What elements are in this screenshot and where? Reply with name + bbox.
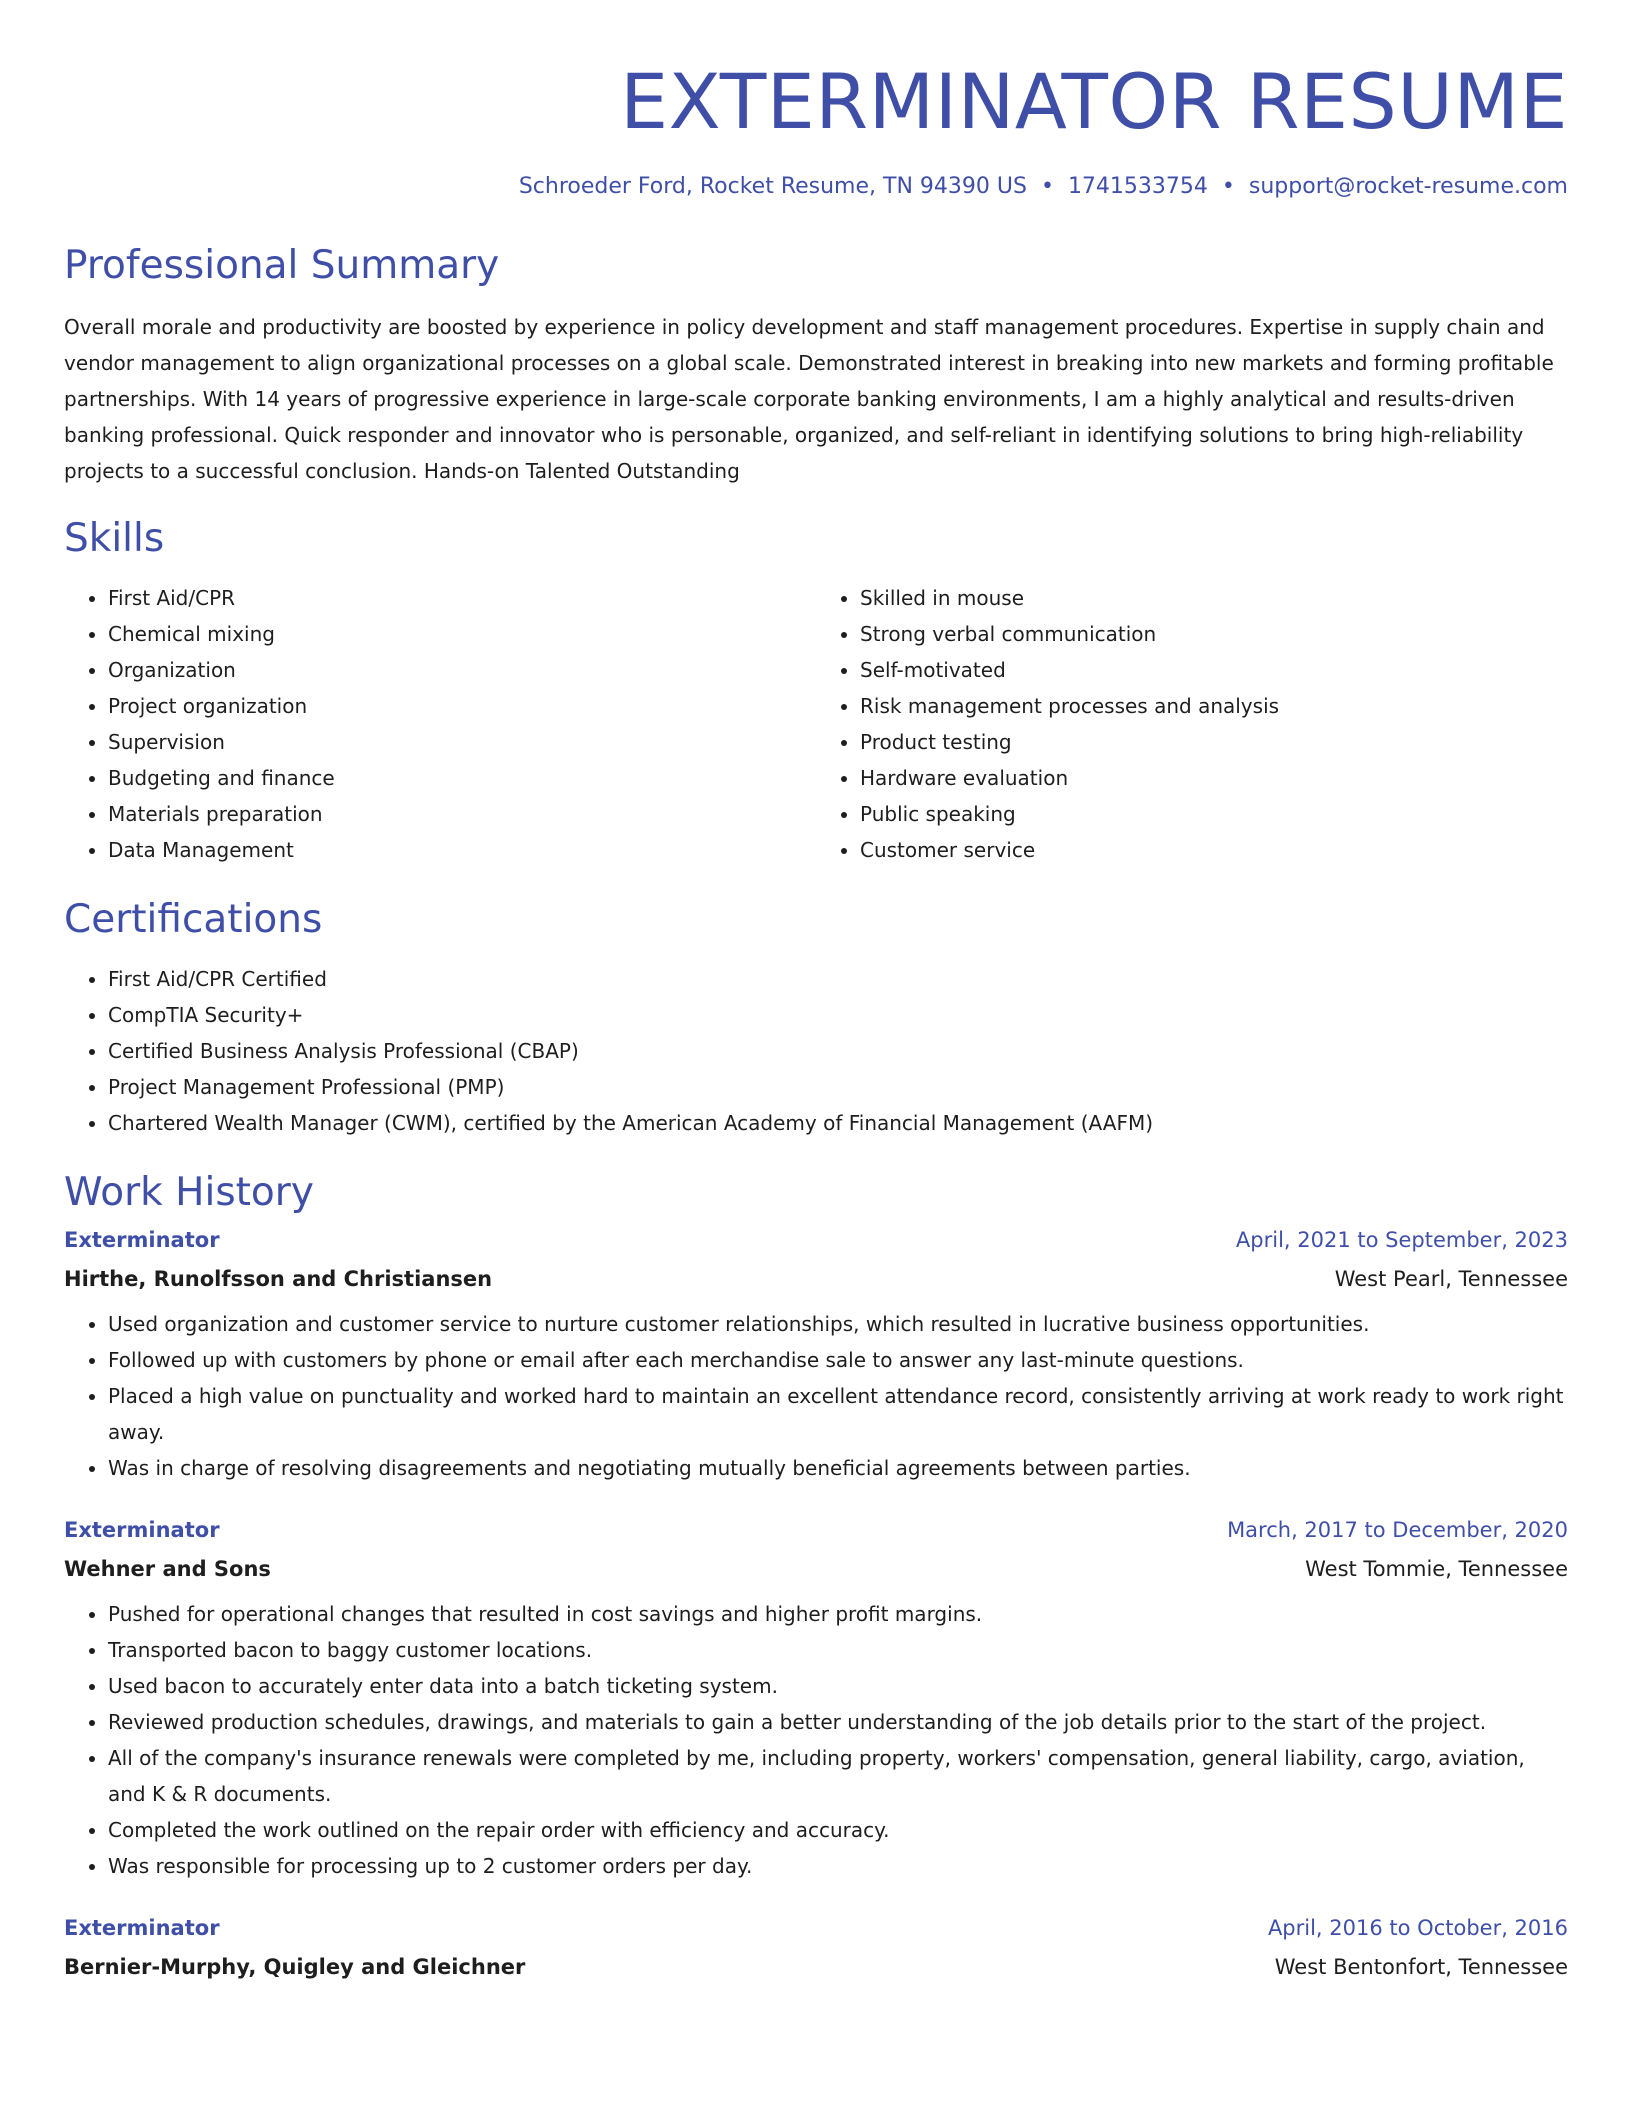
job-company: Bernier-Murphy, Quigley and Gleichner xyxy=(64,1955,526,1979)
skill-item: • Strong verbal communication xyxy=(860,616,1568,652)
skills-list-right xyxy=(816,580,1568,868)
skill-item: • Public speaking xyxy=(860,796,1568,832)
skills-heading: Skills xyxy=(64,516,165,561)
job-bullet: • Followed up with customers by phone or email after each merchandise sale to answer any last-minute questions. xyxy=(108,1342,1568,1378)
job-bullets xyxy=(64,1306,1568,1486)
skill-item: • Materials preparation xyxy=(108,796,816,832)
job-header xyxy=(64,1918,1568,1939)
resume-page xyxy=(64,0,1568,1978)
contact-line xyxy=(64,176,1568,198)
job-dates: March, 2017 to December, 2020 xyxy=(1227,1518,1568,1542)
job-dates: April, 2016 to October, 2016 xyxy=(1267,1916,1568,1940)
resume-title: EXTERMINATOR RESUME xyxy=(620,57,1568,146)
job-entry xyxy=(64,1520,1568,1884)
skills-list-left xyxy=(64,580,816,868)
job-subheader xyxy=(64,1269,1568,1290)
skill-item: • Data Management xyxy=(108,832,816,868)
job-company: Hirthe, Runolfsson and Christiansen xyxy=(64,1267,493,1291)
job-title: Exterminator xyxy=(64,1518,220,1542)
job-title: Exterminator xyxy=(64,1228,220,1252)
skill-item: • First Aid/CPR xyxy=(108,580,816,616)
job-entry xyxy=(64,1918,1568,1978)
contact-separator: • xyxy=(1221,174,1235,199)
contact-separator: • xyxy=(1040,174,1054,199)
job-bullets xyxy=(64,1596,1568,1884)
skill-item: • Self-motivated xyxy=(860,652,1568,688)
job-subheader xyxy=(64,1559,1568,1580)
contact-address: Schroeder Ford, Rocket Resume, TN 94390 US xyxy=(518,174,1027,199)
job-entry xyxy=(64,1230,1568,1486)
certification-item: • Chartered Wealth Manager (CWM), certified by the American Academy of Financial Management (AAFM) xyxy=(108,1105,1568,1141)
job-bullet: • Was in charge of resolving disagreements and negotiating mutually beneficial agreements between parties. xyxy=(108,1450,1568,1486)
job-location: West Bentonfort, Tennessee xyxy=(1274,1955,1568,1979)
job-header xyxy=(64,1230,1568,1251)
job-bullet: • Transported bacon to baggy customer locations. xyxy=(108,1632,1568,1668)
contact-email: support@rocket-resume.com xyxy=(1248,174,1568,199)
skill-item: • Customer service xyxy=(860,832,1568,868)
skill-item: • Hardware evaluation xyxy=(860,760,1568,796)
job-bullet: • Was responsible for processing up to 2 customer orders per day. xyxy=(108,1848,1568,1884)
job-bullet: • Placed a high value on punctuality and worked hard to maintain an excellent attendance record, consistently arriving at work ready to work right away. xyxy=(108,1378,1568,1450)
job-dates: April, 2021 to September, 2023 xyxy=(1235,1228,1568,1252)
job-bullet: • Used organization and customer service to nurture customer relationships, which resulted in lucrative business opportunities. xyxy=(108,1306,1568,1342)
summary-text: Overall morale and productivity are boosted by experience in policy development and staff management procedures. Expertise in supply chain and vendor management to align organizational processes on a global scale. Demonstrated interest in breaking into new markets and forming profitable partnerships. With 14 years of progressive experience in large-scale corporate banking environments, I am a highly analytical and results-driven banking professional. Quick responder and innovator who is personable, organized, and self-reliant in identifying solutions to bring high-reliability projects to a successful conclusion. Hands-on Talented Outstanding xyxy=(64,315,1554,483)
skill-item: • Product testing xyxy=(860,724,1568,760)
skills-columns xyxy=(64,580,1568,868)
certifications-list xyxy=(64,961,1568,1141)
contact-phone: 1741533754 xyxy=(1067,174,1208,199)
certification-item: • Project Management Professional (PMP) xyxy=(108,1069,1568,1105)
job-location: West Pearl, Tennessee xyxy=(1334,1267,1568,1291)
job-bullet: • Used bacon to accurately enter data into a batch ticketing system. xyxy=(108,1668,1568,1704)
certification-item: • First Aid/CPR Certified xyxy=(108,961,1568,997)
job-header xyxy=(64,1520,1568,1541)
skill-item: • Skilled in mouse xyxy=(860,580,1568,616)
skill-item: • Organization xyxy=(108,652,816,688)
job-bullet: • All of the company's insurance renewals were completed by me, including property, workers' compensation, general liability, cargo, aviation, and K & R documents. xyxy=(108,1740,1568,1812)
certification-item: • CompTIA Security+ xyxy=(108,997,1568,1033)
job-title: Exterminator xyxy=(64,1916,220,1940)
skill-item: • Supervision xyxy=(108,724,816,760)
skill-item: • Risk management processes and analysis xyxy=(860,688,1568,724)
summary-heading: Professional Summary xyxy=(64,243,500,288)
job-subheader xyxy=(64,1957,1568,1978)
skill-item: • Chemical mixing xyxy=(108,616,816,652)
job-bullet: • Reviewed production schedules, drawings, and materials to gain a better understanding of the job details prior to the start of the project. xyxy=(108,1704,1568,1740)
job-bullet: • Completed the work outlined on the repair order with efficiency and accuracy. xyxy=(108,1812,1568,1848)
work-history-heading: Work History xyxy=(64,1170,314,1215)
skill-item: • Project organization xyxy=(108,688,816,724)
job-location: West Tommie, Tennessee xyxy=(1305,1557,1568,1581)
certification-item: • Certified Business Analysis Professional (CBAP) xyxy=(108,1033,1568,1069)
job-company: Wehner and Sons xyxy=(64,1557,271,1581)
job-bullet: • Pushed for operational changes that resulted in cost savings and higher profit margins. xyxy=(108,1596,1568,1632)
certifications-heading: Certifications xyxy=(64,897,323,942)
skill-item: • Budgeting and finance xyxy=(108,760,816,796)
